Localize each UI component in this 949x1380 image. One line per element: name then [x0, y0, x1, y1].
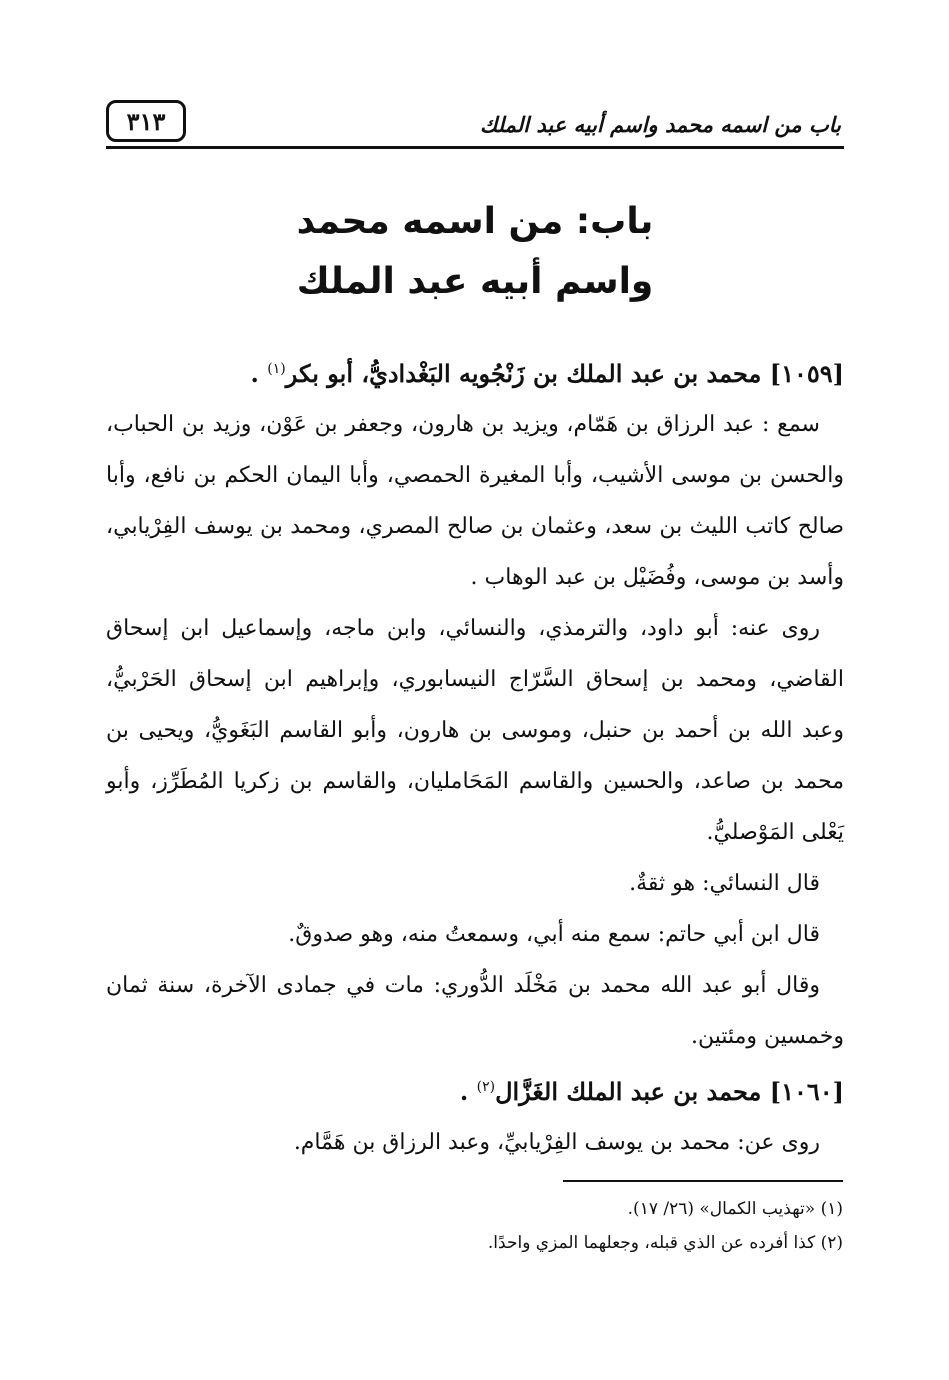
paragraph: قال ابن أبي حاتم: سمع منه أبي، وسمعتُ منه، وهو صدوقٌ.	[288, 922, 820, 947]
footnote: (١) «تهذيب الكمال» (٢٦/ ١٧).	[627, 1199, 843, 1219]
entry-heading-end: .	[250, 359, 268, 388]
entry-heading-end: .	[459, 1077, 477, 1106]
entry-heading	[106, 1062, 844, 1117]
entry-heading-text: [١٠٦٠] محمد بن عبد الملك الغَزَّال	[495, 1077, 844, 1106]
footnote-rule	[563, 1180, 843, 1182]
paragraph: سمع : عبد الرزاق بن هَمّام، ويزيد بن هارون، وجعفر بن عَوْن، وزيد بن الحباب، والحسن بن موسى الأشيب، وأبا المغيرة الحمصي، وأبا اليمان الحكم بن نافع، وأبا صالح كاتب الليث بن سعد، وعثمان بن صالح المصري، ومحمد بن يوسف الفِرْيابي، وأسد بن موسى، وفُضَيْل بن عبد الوهاب .	[106, 412, 844, 590]
running-title: باب من اسمه محمد واسم أبيه عبد الملك	[480, 112, 841, 137]
paragraph: روى عن: محمد بن يوسف الفِرْيابيِّ، وعبد الرزاق بن هَمَّام.	[293, 1130, 820, 1155]
header-rule	[106, 146, 844, 149]
entry-heading-text: [١٠٥٩] محمد بن عبد الملك بن زَنْجُويه البَغْداديُّ، أبو بكر	[285, 359, 844, 388]
entry-heading	[106, 344, 844, 399]
footnotes	[105, 1192, 843, 1260]
chapter-heading-line2: واسم أبيه عبد الملك	[296, 261, 654, 302]
body-text	[106, 344, 844, 1168]
paragraph: روى عنه: أبو داود، والترمذي، والنسائي، وابن ماجه، وإسماعيل ابن إسحاق القاضي، ومحمد بن إسحاق السَّرّاج النيسابوري، وإبراهيم ابن إسحاق الحَرْبيُّ، وعبد الله بن أحمد بن حنبل، وموسى بن هارون، وأبو القاسم البَغَويُّ، ويحيى بن محمد بن صاعد، والحسين والقاسم المَحَامليان، والقاسم بن زكريا المُطَرِّز، وأبو يَعْلى المَوْصليُّ.	[106, 616, 844, 845]
chapter-heading	[106, 192, 844, 312]
paragraph: قال النسائي: هو ثقةٌ.	[629, 871, 820, 896]
footnote-ref[interactable]: (٢)	[476, 1079, 496, 1095]
footnote-ref[interactable]: (١)	[267, 361, 286, 377]
footnote: (٢) كذا أفرده عن الذي قبله، وجعلهما المزي واحدًا.	[487, 1233, 843, 1253]
page-number: ٣١٣	[106, 100, 186, 142]
chapter-heading-line1: باب: من اسمه محمد	[296, 201, 654, 242]
paragraph: وقال أبو عبد الله محمد بن مَخْلَد الدُّوري: مات في جمادى الآخرة، سنة ثمان وخمسين ومئتين.	[106, 973, 844, 1049]
